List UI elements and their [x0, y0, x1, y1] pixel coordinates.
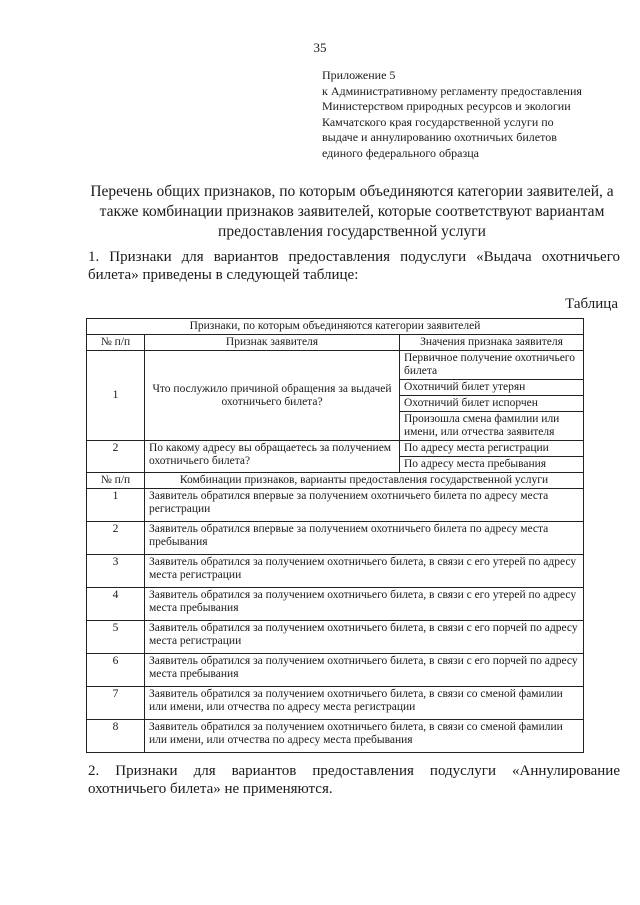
combination-text: Заявитель обратился впервые за получением охотничьего билета по адресу места регистрации — [145, 489, 584, 522]
appendix-line: к Административному регламенту предоставления — [322, 83, 582, 98]
table-label: Таблица — [565, 296, 618, 312]
combination-text: Заявитель обратился за получением охотничьего билета, в связи с его утерей по адресу места регистрации — [145, 555, 584, 588]
column-header-values: Значения признака заявителя — [400, 335, 584, 351]
criterion-value: По адресу места регистрации — [400, 441, 584, 457]
appendix-line: Министерством природных ресурсов и экологии — [322, 99, 571, 113]
criterion-question: По какому адресу вы обращаетесь за получением охотничьего билета? — [145, 441, 400, 473]
paragraph-2: 2. Признаки для вариантов предоставления подуслуги «Аннулирование охотничьего билета» не применяются. — [88, 763, 620, 797]
combination-number: 6 — [87, 654, 145, 687]
criterion-value: По адресу места пребывания — [400, 457, 584, 473]
criterion-value: Охотничий билет утерян — [400, 380, 584, 396]
column-header-number: № п/п — [87, 473, 145, 489]
section2-header: Комбинации признаков, варианты предоставления государственной услуги — [145, 473, 584, 489]
appendix-line: выдаче и аннулированию охотничьих билетов — [322, 130, 557, 144]
appendix-line: единого федерального образца — [322, 145, 479, 160]
combination-text: Заявитель обратился за получением охотничьего билета, в связи с его порчей по адресу места пребывания — [145, 654, 584, 687]
criterion-number: 2 — [87, 441, 145, 473]
combination-number: 3 — [87, 555, 145, 588]
page-number: 35 — [313, 40, 327, 55]
criterion-question: Что послужило причиной обращения за выдачей охотничьего билета? — [145, 351, 400, 441]
combination-number: 5 — [87, 621, 145, 654]
section1-header: Признаки, по которым объединяются категории заявителей — [87, 319, 584, 335]
appendix-line: Камчатского края государственной услуги по — [322, 114, 554, 129]
combination-text: Заявитель обратился за получением охотничьего билета, в связи с его порчей по адресу места регистрации — [145, 621, 584, 654]
combination-text: Заявитель обратился впервые за получением охотничьего билета по адресу места пребывания — [145, 522, 584, 555]
document-title: Перечень общих признаков, по которым объединяются категории заявителей, а также комбинации признаков заявителей, которые соответствуют вариантам предоставления государственной услуги — [90, 183, 614, 240]
appendix-block — [322, 68, 622, 161]
combination-text: Заявитель обратился за получением охотничьего билета, в связи со сменой фамилии или имени, или отчества по адресу места пребывания — [145, 720, 584, 753]
combination-number: 1 — [87, 489, 145, 522]
combination-number: 2 — [87, 522, 145, 555]
criterion-number: 1 — [87, 351, 145, 441]
combination-number: 4 — [87, 588, 145, 621]
criterion-value: Первичное получение охотничьего билета — [400, 351, 584, 380]
criteria-table — [86, 318, 584, 753]
paragraph-1: 1. Признаки для вариантов предоставления подуслуги «Выдача охотничьего билета» приведены в следующей таблице: — [88, 249, 620, 283]
appendix-line: Приложение 5 — [322, 68, 396, 82]
combination-text: Заявитель обратился за получением охотничьего билета, в связи со сменой фамилии или имени, или отчества по адресу места регистрации — [145, 687, 584, 720]
criterion-value: Охотничий билет испорчен — [400, 396, 584, 412]
column-header-number: № п/п — [87, 335, 145, 351]
column-header-sign: Признак заявителя — [145, 335, 400, 351]
combination-number: 8 — [87, 720, 145, 753]
combination-text: Заявитель обратился за получением охотничьего билета, в связи с его утерей по адресу места пребывания — [145, 588, 584, 621]
criterion-value: Произошла смена фамилии или имени, или отчества заявителя — [400, 412, 584, 441]
combination-number: 7 — [87, 687, 145, 720]
